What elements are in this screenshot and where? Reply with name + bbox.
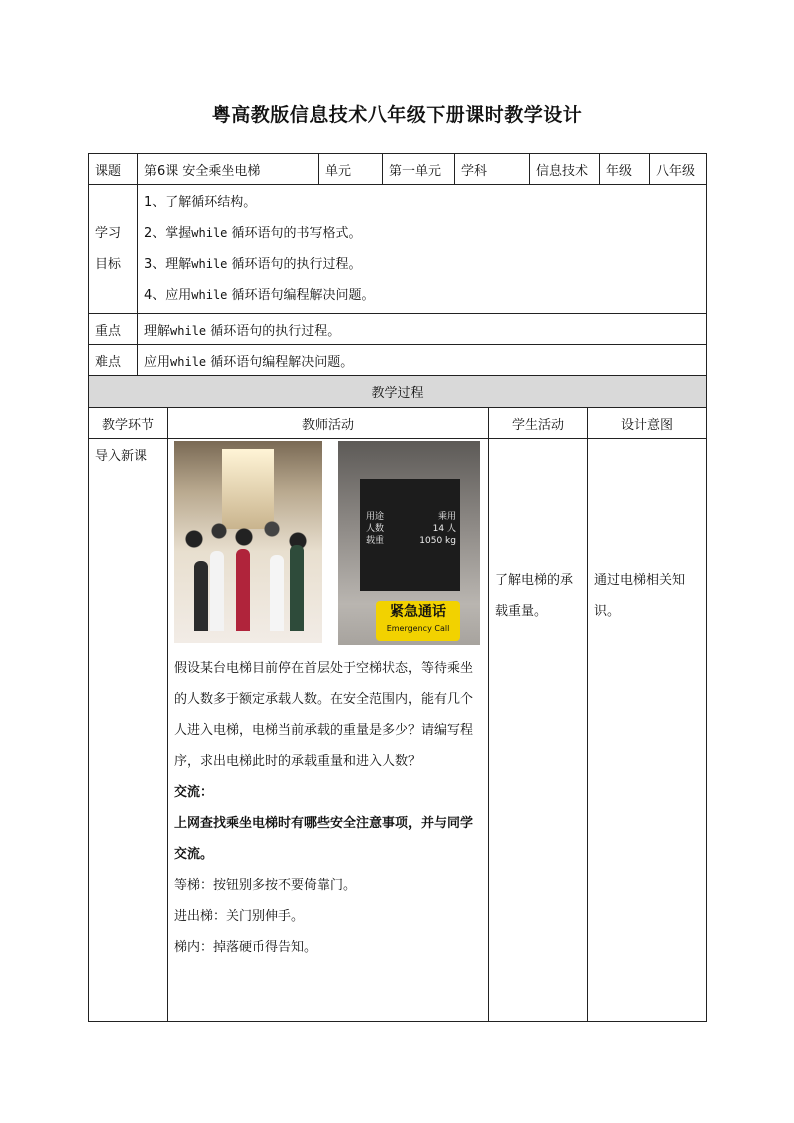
- header-table: [88, 153, 707, 376]
- objective-item: 1、了解循环结构。: [144, 195, 257, 210]
- tip-item: 进出梯：关门别伸手。: [174, 909, 305, 924]
- course-label: 课题: [89, 154, 138, 185]
- unit-label: 单元: [319, 154, 383, 185]
- objectives-label: [89, 185, 138, 314]
- course-value: 第6课 安全乘坐电梯: [138, 154, 319, 185]
- stage-text: 导入新课: [95, 449, 148, 464]
- lesson-plan-table: [88, 153, 706, 1022]
- document-title: 粤高教版信息技术八年级下册课时教学设计: [211, 104, 583, 126]
- objectives-label-line1: 学习: [95, 226, 122, 241]
- design-intent-cell: [588, 439, 707, 1022]
- teacher-activity-cell: [168, 439, 489, 1022]
- emergency-call-sign: 紧急通话 Emergency Call: [376, 601, 460, 641]
- column-header-stage: 教学环节: [89, 408, 168, 439]
- column-header-intent: 设计意图: [588, 408, 707, 439]
- column-header-student: 学生活动: [489, 408, 588, 439]
- key-point-text: 理解while 循环语句的执行过程。: [138, 314, 707, 345]
- exchange-task: 上网查找乘坐电梯时有哪些安全注意事项，并与同学交流。: [174, 816, 474, 862]
- grade-label: 年级: [600, 154, 650, 185]
- grade-value: 八年级: [650, 154, 707, 185]
- process-band: 教学过程: [89, 376, 707, 408]
- unit-value: 第一单元: [383, 154, 455, 185]
- teacher-scenario-text: 假设某台电梯目前停在首层处于空梯状态，等待乘坐的人数多于额定承载人数。在安全范围内，能有几个人进入电梯，电梯当前承载的重量是多少？请编写程序，求出电梯此时的承载重量和进入人数？: [174, 661, 474, 769]
- process-table: [88, 375, 707, 1022]
- capacity-label: 用途 乘用 人数 14 人 载重 1050 kg: [366, 512, 456, 546]
- column-header-teacher: 教师活动: [168, 408, 489, 439]
- difficulty-label: 难点: [89, 345, 138, 376]
- tip-item: 梯内：掉落硬币得告知。: [174, 940, 318, 955]
- elevator-panel-photo: [338, 441, 480, 645]
- tip-item: 等梯：按钮别多按不要倚靠门。: [174, 878, 357, 893]
- difficulty-text: 应用while 循环语句编程解决问题。: [138, 345, 707, 376]
- elevator-lobby-photo: [174, 441, 322, 643]
- design-intent-text: 通过电梯相关知识。: [594, 573, 686, 619]
- objectives-list: [138, 185, 707, 314]
- objective-item: 4、应用while 循环语句编程解决问题。: [144, 288, 375, 303]
- objective-item: 2、掌握while 循环语句的书写格式。: [144, 226, 362, 241]
- student-activity-cell: [489, 439, 588, 1022]
- stage-cell: [89, 439, 168, 1022]
- student-activity-text: 了解电梯的承载重量。: [495, 573, 574, 619]
- objectives-label-line2: 目标: [95, 257, 122, 272]
- subject-value: 信息技术: [530, 154, 600, 185]
- key-point-label: 重点: [89, 314, 138, 345]
- exchange-title: 交流：: [174, 785, 214, 800]
- photo-row: [174, 439, 482, 645]
- objective-item: 3、理解while 循环语句的执行过程。: [144, 257, 362, 272]
- subject-label: 学科: [455, 154, 530, 185]
